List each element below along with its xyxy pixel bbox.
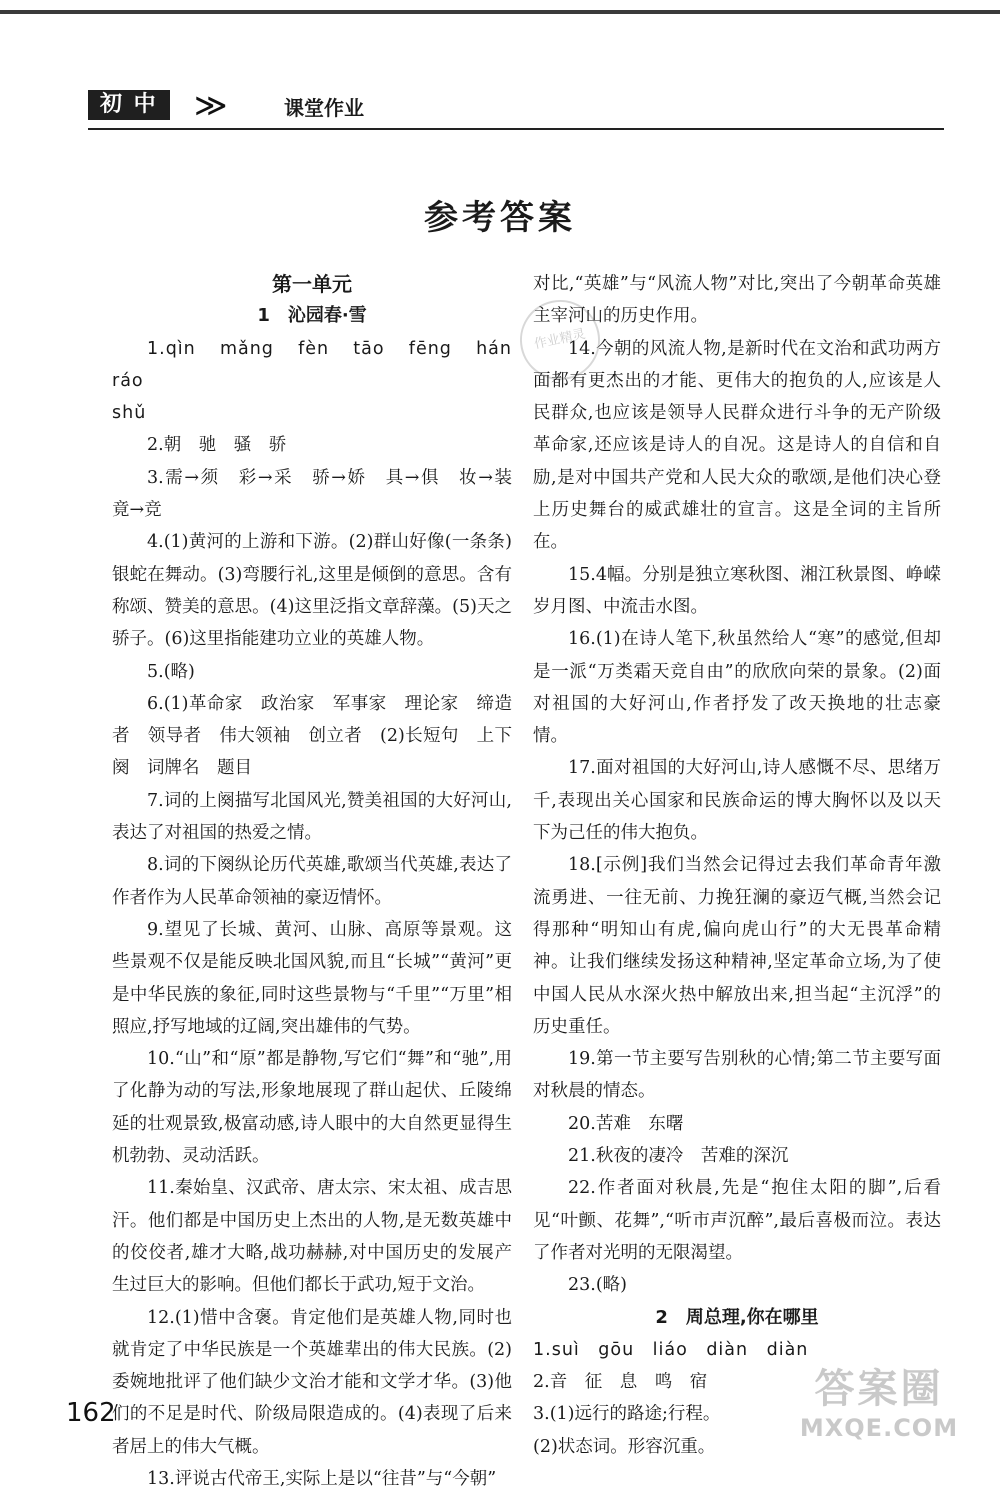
header-rule bbox=[88, 128, 944, 130]
answer-item: 6.(1)革命家 政治家 军事家 理论家 缔造者 领导者 伟大领袖 创立者 (2)长短句 上下阕 词牌名 题目 bbox=[112, 693, 512, 779]
answer-item: 22.作者面对秋晨,先是“抱住太阳的脚”,后看见“叶颤、花舞”,“听市声沉醉”,最后喜极而泣。表达了作者对光明的无限渴望。 bbox=[533, 1178, 941, 1263]
answer-item: 12.(1)惜中含褒。肯定他们是英雄人物,同时也就肯定了中华民族是一个英雄辈出的伟大民族。(2)委婉地批评了他们缺少文治才能和文学才华。(3)他们的不足是时代、阶级局限造成的。(4)表现了后来者居上的伟大气概。 bbox=[112, 1307, 512, 1457]
grade-tag: 初 中 bbox=[88, 90, 170, 120]
answer-item: 20.苦难 东曙 bbox=[568, 1113, 684, 1134]
answer-item: 18.[示例]我们当然会记得过去我们革命青年激流勇进、一往无前、力挽狂澜的豪迈气概,当然会记得那种“明知山有虎,偏向虎山行”的大无畏革命精神。让我们继续发扬这种精神,坚定革命立场,为了使中国人民从水深火热中解放出来,担当起“主沉浮”的历史重任。 bbox=[533, 855, 941, 1037]
answer-item: 19.第一节主要写告别秋的心情;第二节主要写面对秋晨的情态。 bbox=[533, 1049, 941, 1102]
left-column bbox=[112, 268, 531, 1495]
lesson-heading: 1 沁园春·雪 bbox=[257, 305, 367, 327]
answer-item: 21.秋夜的凄冷 苦难的深沉 bbox=[568, 1146, 789, 1167]
answer-item: 17.面对祖国的大好河山,诗人感慨不尽、思绪万千,表现出关心国家和民族命运的博大胸怀以及以天下为己任的伟大抱负。 bbox=[533, 758, 941, 844]
page-header bbox=[88, 86, 944, 130]
unit-heading: 第一单元 bbox=[272, 272, 352, 296]
answer-item: 3.需→须 彩→采 骄→娇 具→俱 妆→装 竟→竞 bbox=[112, 467, 530, 521]
site-watermark bbox=[774, 1365, 984, 1453]
answer-item: 4.(1)黄河的上游和下游。(2)群山好像(一条条)银蛇在舞动。(3)弯腰行礼,这里是倾倒的意思。含有称颂、赞美的意思。(4)这里泛指文章辞藻。(5)天之骄子。(6)这里指能建功立业的英雄人物。 bbox=[112, 532, 512, 650]
answer-item: 9.望见了长城、黄河、山脉、高原等景观。这些景观不仅是能反映北国风貌,而且“长城”“黄河”更是中华民族的象征,同时这些景物与“千里”“万里”相照应,抒写地域的辽阔,突出雄伟的气势。 bbox=[112, 919, 512, 1037]
answer-item: 1.qìn mǎng fèn tāo fēng hán ráo bbox=[112, 338, 531, 391]
answer-item: 23.(略) bbox=[568, 1275, 627, 1296]
answer-item: (2)状态词。形容沉重。 bbox=[533, 1436, 716, 1457]
page-number: 162 bbox=[66, 1398, 116, 1428]
watermark-logo: 答案圈 bbox=[814, 1366, 944, 1412]
answer-item: 14.今朝的风流人物,是新时代在文治和武功两方面都有更杰出的才能、更伟大的抱负的人,应该是人民群众,也应该是领导人民群众进行斗争的无产阶级革命家,还应该是诗人的自况。这是诗人的自信和自励,是对中国共产党和人民大众的歌颂,是他们决心登上历史舞台的威武雄壮的宣言。这是全词的主旨所在。 bbox=[533, 338, 941, 553]
watermark-url: MXQE.COM bbox=[799, 1414, 959, 1442]
answer-item: 3.(1)远行的路途;行程。 bbox=[533, 1404, 721, 1425]
answer-item: 1.suì gōu liáo diàn diàn bbox=[533, 1339, 809, 1360]
answer-item: 8.词的下阕纵论历代英雄,歌颂当代英雄,表达了作者作为人民革命领袖的豪迈情怀。 bbox=[112, 855, 512, 908]
answer-item: 15.4幅。分别是独立寒秋图、湘江秋景图、峥嵘岁月图、中流击水图。 bbox=[533, 564, 941, 617]
top-border-rule bbox=[0, 10, 1000, 14]
answer-item: 5.(略) bbox=[147, 661, 195, 682]
answer-item: 10.“山”和“原”都是静物,写它们“舞”和“驰”,用了化静为动的写法,形象地展现了群山起伏、丘陵绵延的壮观景致,极富动感,诗人眼中的大自然更显得生机勃勃、灵动活跃。 bbox=[112, 1049, 512, 1167]
answer-item: 2.朝 驰 骚 骄 bbox=[147, 435, 287, 456]
page-title: 参考答案 bbox=[424, 198, 576, 238]
answer-item: 11.秦始皇、汉武帝、唐太宗、宋太祖、成吉思汗。他们都是中国历史上杰出的人物,是无数英雄中的佼佼者,雄才大略,战功赫赫,对中国历史的发展产生过巨大的影响。但他们都长于武功,短于文治。 bbox=[112, 1178, 512, 1296]
answer-item: 2.音 征 息 鸣 宿 bbox=[533, 1372, 708, 1393]
book-subtitle: 课堂作业 bbox=[284, 96, 364, 120]
answer-item: 7.词的上阕描写北国风光,赞美祖国的大好河山,表达了对祖国的热爱之情。 bbox=[112, 790, 512, 844]
stamp-watermark: 作业精灵 bbox=[513, 293, 608, 388]
right-column bbox=[533, 268, 941, 1463]
answer-item: shǔ bbox=[112, 403, 147, 424]
answer-item: 对比,“英雄”与“风流人物”对比,突出了今朝革命英雄主宰河山的历史作用。 bbox=[533, 274, 941, 327]
lesson-heading: 2 周总理,你在哪里 bbox=[655, 1306, 819, 1328]
answer-item: 16.(1)在诗人笔下,秋虽然给人“寒”的感觉,但却是一派“万类霜天竞自由”的欣欣向荣的景象。(2)面对祖国的大好河山,作者抒发了改天换地的壮志豪情。 bbox=[533, 629, 941, 747]
double-chevron-icon: ≫ bbox=[194, 86, 218, 124]
answer-item: 13.评说古代帝王,实际上是以“往昔”与“今朝” bbox=[147, 1468, 497, 1489]
